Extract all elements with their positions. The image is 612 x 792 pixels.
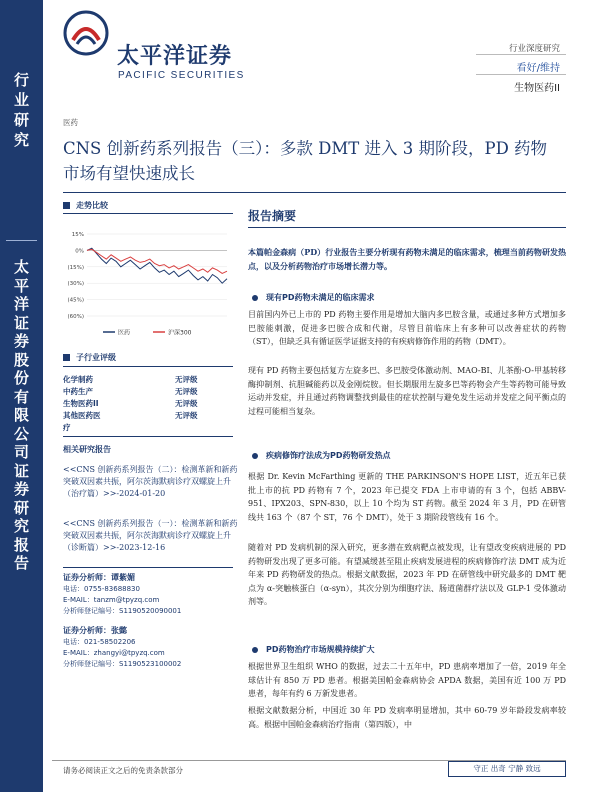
section-divider bbox=[63, 213, 233, 214]
section-divider bbox=[63, 436, 233, 437]
round-bullet-icon bbox=[252, 453, 258, 459]
brand-name-cn: 太平洋证券 bbox=[117, 44, 233, 69]
analyst-name: 证券分析师：谭紫媚 bbox=[63, 573, 135, 582]
y-tick-label: 0% bbox=[75, 248, 84, 255]
related-reports-heading: 相关研究报告 bbox=[63, 445, 111, 454]
table-row bbox=[63, 374, 233, 386]
footer-motto: 守正 出奇 宁静 致远 bbox=[448, 761, 566, 777]
summary-paragraph: 现有 PD 药物主要包括复方左旋多巴、多巴胺受体激动剂、MAO-BI、儿茶酚-O-甲基转移酶抑制剂、抗胆碱能药以及金刚烷胺。但长期服用左旋多巴等药物会产生等药物可能导致运动并发症，并且通过药物调整找到最佳的症状控制与避免发生运动并发症之间平衡点的过程可能相当复杂。 bbox=[248, 366, 566, 416]
bullet-heading: 疾病修饰疗法成为PD药物研发热点 bbox=[266, 451, 391, 460]
title-divider bbox=[63, 192, 566, 193]
square-bullet-icon bbox=[63, 202, 70, 209]
analyst-card bbox=[63, 625, 181, 670]
sub-industry-name: 疗 bbox=[63, 423, 71, 432]
summary-intro: 本篇帕金森病（PD）行业报告主要分析现有药物未满足的临床需求，梳理当前药物研发热点，以及分析药物治疗市场增长潜力等。 bbox=[248, 247, 566, 271]
bullet-heading: 现有PD药物未满足的临床需求 bbox=[266, 293, 375, 302]
y-tick-label: (60%) bbox=[67, 314, 84, 320]
sub-ratings-heading bbox=[63, 352, 116, 363]
section-divider bbox=[63, 567, 233, 568]
table-row bbox=[63, 398, 233, 410]
analyst-phone: 电话：021-58502206 bbox=[63, 638, 136, 646]
header-divider bbox=[476, 54, 566, 55]
analyst-email[interactable]: E-MAIL：zhangyi@tpyzq.com bbox=[63, 649, 165, 657]
table-row bbox=[63, 422, 233, 434]
summary-heading: 报告摘要 bbox=[248, 209, 297, 223]
sub-industry-rating: 无评级 bbox=[175, 411, 198, 420]
table-row bbox=[63, 410, 233, 422]
sub-industry-rating bbox=[175, 422, 233, 434]
legend-label-a: 医药 bbox=[118, 329, 131, 337]
sub-industry-name: 化学制药 bbox=[63, 375, 93, 384]
brand-name-en: PACIFIC SECURITIES bbox=[118, 70, 245, 81]
summary-bullet bbox=[252, 450, 391, 461]
y-tick-label: 15% bbox=[71, 232, 84, 238]
footer-disclaimer: 请务必阅读正文之后的免责条款部分 bbox=[63, 766, 183, 775]
sub-industry-name: 中药生产 bbox=[63, 387, 93, 396]
sub-industry-rating: 无评级 bbox=[175, 387, 198, 396]
category-label: 医药 bbox=[63, 118, 78, 127]
bullet-heading: PD药物治疗市场规模持续扩大 bbox=[266, 645, 375, 654]
trend-chart bbox=[63, 228, 233, 342]
round-bullet-icon bbox=[252, 647, 258, 653]
related-report-link[interactable]: <<CNS 创新药系列报告（二）：检测革新和新药突破双因素共振，阿尔茨海默病诊疗双螺旋上升（治疗篇）>>-2024-01-20 bbox=[63, 465, 238, 498]
side-strip bbox=[0, 0, 43, 792]
y-tick-label: (15%) bbox=[67, 264, 84, 271]
analyst-cert: 分析师登记编号：S1190523100002 bbox=[63, 660, 182, 668]
analyst-email[interactable]: E-MAIL：tanzm@tpyzq.com bbox=[63, 596, 160, 604]
y-tick-label: (45%) bbox=[67, 297, 84, 304]
page-title: CNS 创新药系列报告（三）：多款 DMT 进入 3 期阶段，PD 药物市场有望快速成长 bbox=[63, 139, 548, 183]
round-bullet-icon bbox=[252, 295, 258, 301]
summary-paragraph: 根据世界卫生组织 WHO 的数据，过去二十五年中，PD 患病率增加了一倍，2019 年全球估计有 850 万 PD 患者。根据美国帕金森病协会 APDA 数据，美国有近 100 万 PD 患者，每年有约 6 万新发患者。 bbox=[248, 662, 566, 698]
summary-divider bbox=[248, 227, 566, 228]
sub-ratings-table bbox=[63, 374, 233, 434]
summary-paragraph: 目前国内外已上市的 PD 药物主要作用是增加大脑内多巴胺含量，或通过多种方式增加多巴胺能刺激，促进多巴胺合成和代谢，尽管目前临床上有多种可以改善症状的药物（ST），但缺乏具有循证医学证据支持的有疾病修饰作用的药物（DMT）。 bbox=[248, 310, 566, 346]
analyst-card bbox=[63, 572, 181, 617]
industry-rating: 看好/维持 bbox=[516, 63, 560, 74]
y-tick-label: (30%) bbox=[67, 281, 84, 288]
sub-industry-name: 其他医药医 bbox=[63, 411, 101, 420]
summary-paragraph: 随着对 PD 发病机制的深入研究，更多潜在致病靶点被发现，让有望改变疾病进展的 PD 药物研发出现了更多可能。有望减缓甚至阻止疾病发展进程的疾病修饰疗法 DMT 成为近年来 PD 药物研发的热点。根据文献数据，2023 年 PD 在研管线中研究最多的 DMT 靶点为 α-突触核蛋白（α-syn），其次分别为细胞疗法、肠道菌群疗法以及 GLP-1 受体激动剂等。 bbox=[248, 543, 566, 606]
related-report-link[interactable]: <<CNS 创新药系列报告（一）：检测革新和新药突破双因素共振，阿尔茨海默病诊疗双螺旋上升（诊断篇）>>-2023-12-16 bbox=[63, 519, 238, 552]
sub-industry-name: 生物医药II bbox=[63, 399, 99, 408]
square-bullet-icon bbox=[63, 354, 70, 361]
side-divider bbox=[6, 240, 37, 241]
sub-ratings-heading-label: 子行业评级 bbox=[76, 353, 116, 362]
summary-bullet bbox=[252, 292, 375, 303]
summary-paragraph: 根据文献数据分析，中国近 30 年 PD 发病率明显增加，其中 60-79 岁年龄段发病率较高。根据中国帕金森病治疗指南（第四版），中 bbox=[248, 706, 566, 729]
trend-heading-label: 走势比较 bbox=[76, 201, 108, 210]
analyst-phone: 电话：0755-83688830 bbox=[63, 585, 140, 593]
legend-label-b: 沪深300 bbox=[168, 329, 192, 337]
trend-heading bbox=[63, 200, 108, 211]
header-divider bbox=[476, 74, 566, 75]
sub-industry-rating: 无评级 bbox=[175, 375, 198, 384]
analyst-name: 证券分析师：张懿 bbox=[63, 626, 127, 635]
side-company-label: 太平洋证券股份有限公司证券研究报告 bbox=[13, 258, 29, 572]
table-row bbox=[63, 386, 233, 398]
section-divider bbox=[63, 366, 233, 367]
analyst-cert: 分析师登记编号：S1190520090001 bbox=[63, 607, 182, 615]
summary-paragraph: 根据 Dr. Kevin McFarthing 更新的 THE PARKINSON'S HOPE LIST，近五年已获批上市的抗 PD 药物有 7 个，2023 年已提交 FDA 上市申请的有 3 个，包括 ABBV-951、IPX203、SPN-830，以上 10 个均为 ST 药物。截至 2024 年 3 月，PD 在研管线共 163 个（87 个 ST，76 个 DMT），处于 3 期阶段管线有 16 个。 bbox=[248, 472, 566, 522]
sector-label: 生物医药II bbox=[514, 83, 560, 94]
sub-industry-rating: 无评级 bbox=[175, 399, 198, 408]
series-line bbox=[87, 248, 227, 283]
chart-legend bbox=[103, 329, 192, 337]
summary-bullet bbox=[252, 644, 375, 655]
side-category-label: 行业研究 bbox=[13, 71, 29, 149]
report-type: 行业深度研究 bbox=[508, 44, 560, 54]
company-logo-icon bbox=[63, 10, 109, 56]
